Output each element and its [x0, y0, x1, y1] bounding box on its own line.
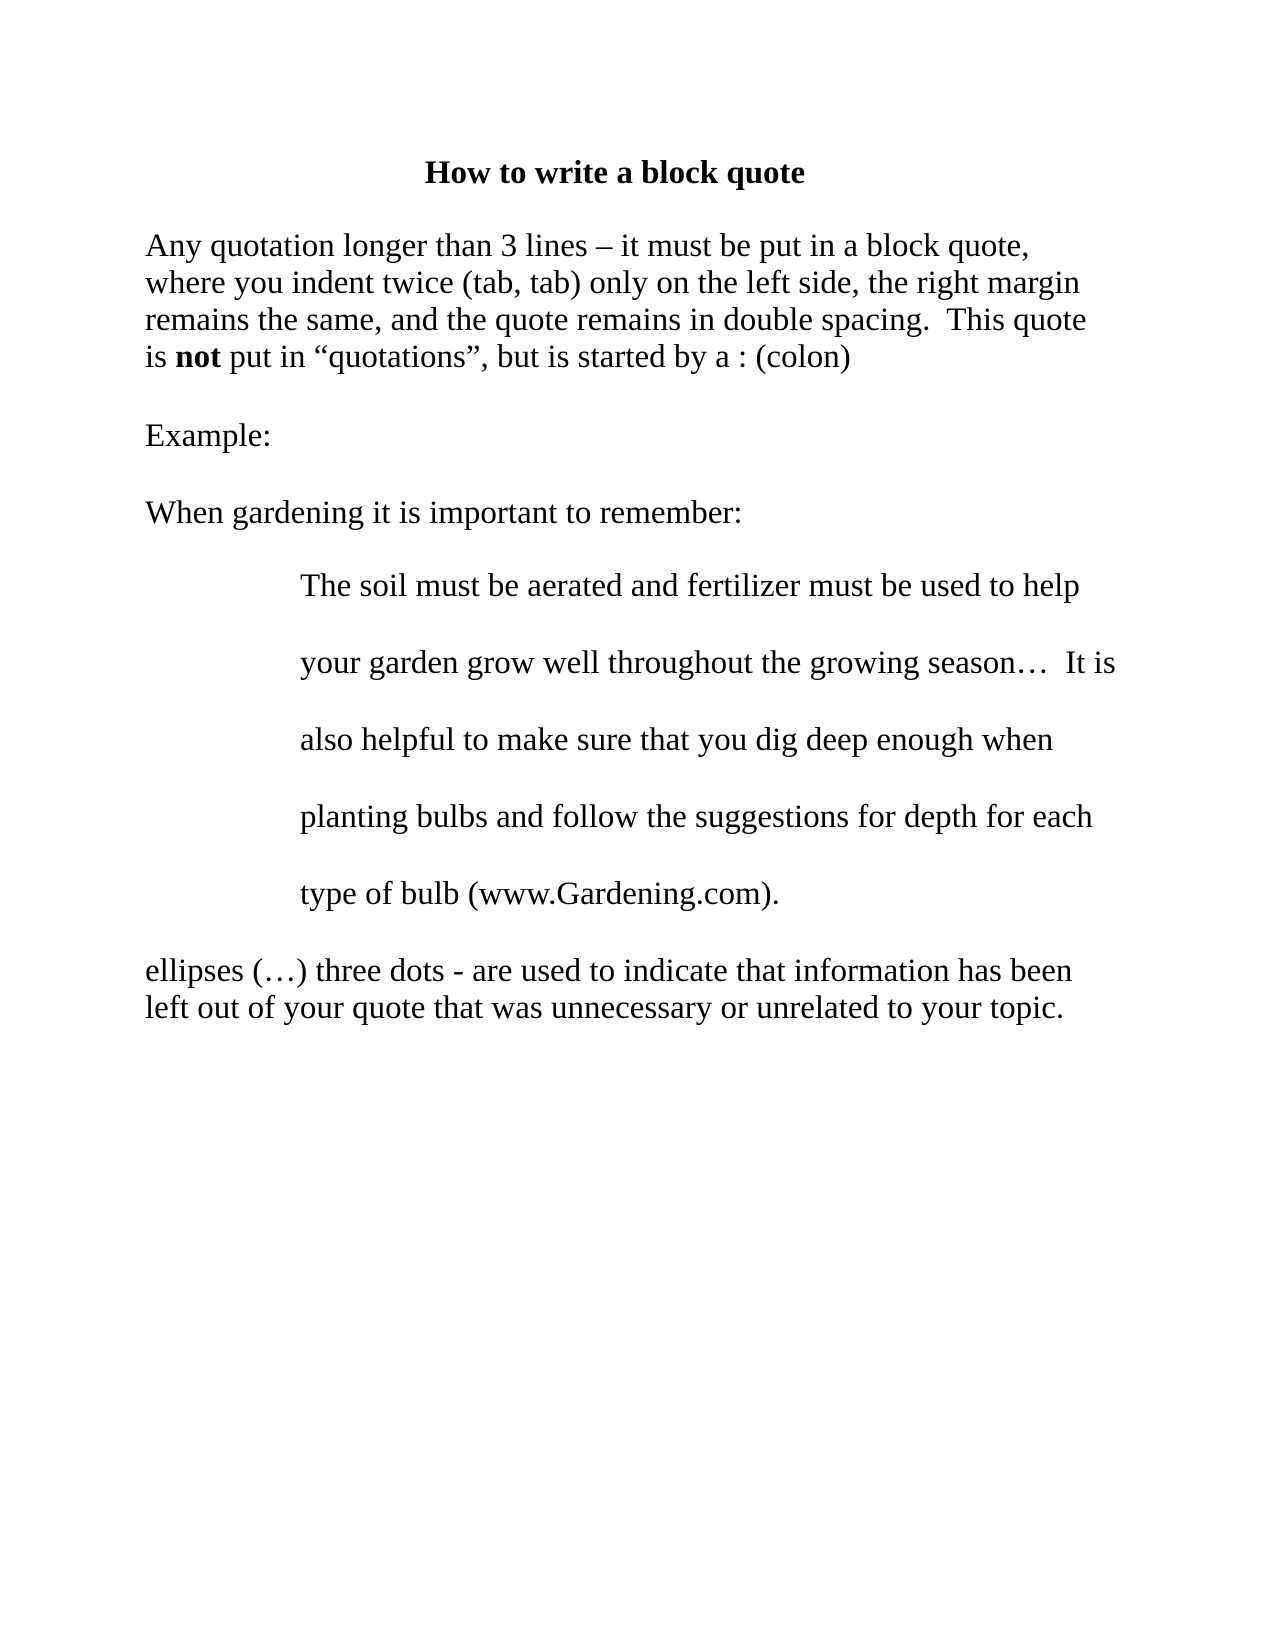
block-quote-line-5: type of bulb (www.Gardening.com).	[300, 876, 780, 912]
quote-lead-in: When gardening it is important to remember:	[145, 495, 743, 531]
ellipses-note-line-2: left out of your quote that was unnecessary or unrelated to your topic.	[145, 990, 1065, 1026]
block-quote-line-2: your garden grow well throughout the growing season… It is	[300, 645, 1116, 681]
intro-line-1: Any quotation longer than 3 lines – it must be put in a block quote,	[145, 228, 1030, 264]
document-title: How to write a block quote	[424, 155, 806, 191]
ellipses-note	[145, 953, 1085, 1027]
intro-line-4-post: put in “quotations”, but is started by a : (colon)	[221, 339, 851, 375]
block-quote-line-4: planting bulbs and follow the suggestions for depth for each	[300, 799, 1093, 835]
block-quote-line-3: also helpful to make sure that you dig deep enough when	[300, 722, 1054, 758]
intro-line-2: where you indent twice (tab, tab) only on the left side, the right margin	[145, 265, 1081, 301]
block-quote	[300, 568, 1116, 913]
intro-paragraph	[145, 228, 1085, 376]
intro-line-4	[145, 339, 1085, 376]
example-label: Example:	[145, 418, 272, 454]
intro-line-4-bold-word: not	[175, 339, 222, 375]
intro-line-4-pre: is	[145, 339, 176, 375]
intro-line-3: remains the same, and the quote remains in double spacing. This quote	[145, 302, 1087, 338]
block-quote-line-1: The soil must be aerated and fertilizer must be used to help	[300, 568, 1080, 604]
ellipses-note-line-1: ellipses (…) three dots - are used to indicate that information has been	[145, 953, 1073, 989]
